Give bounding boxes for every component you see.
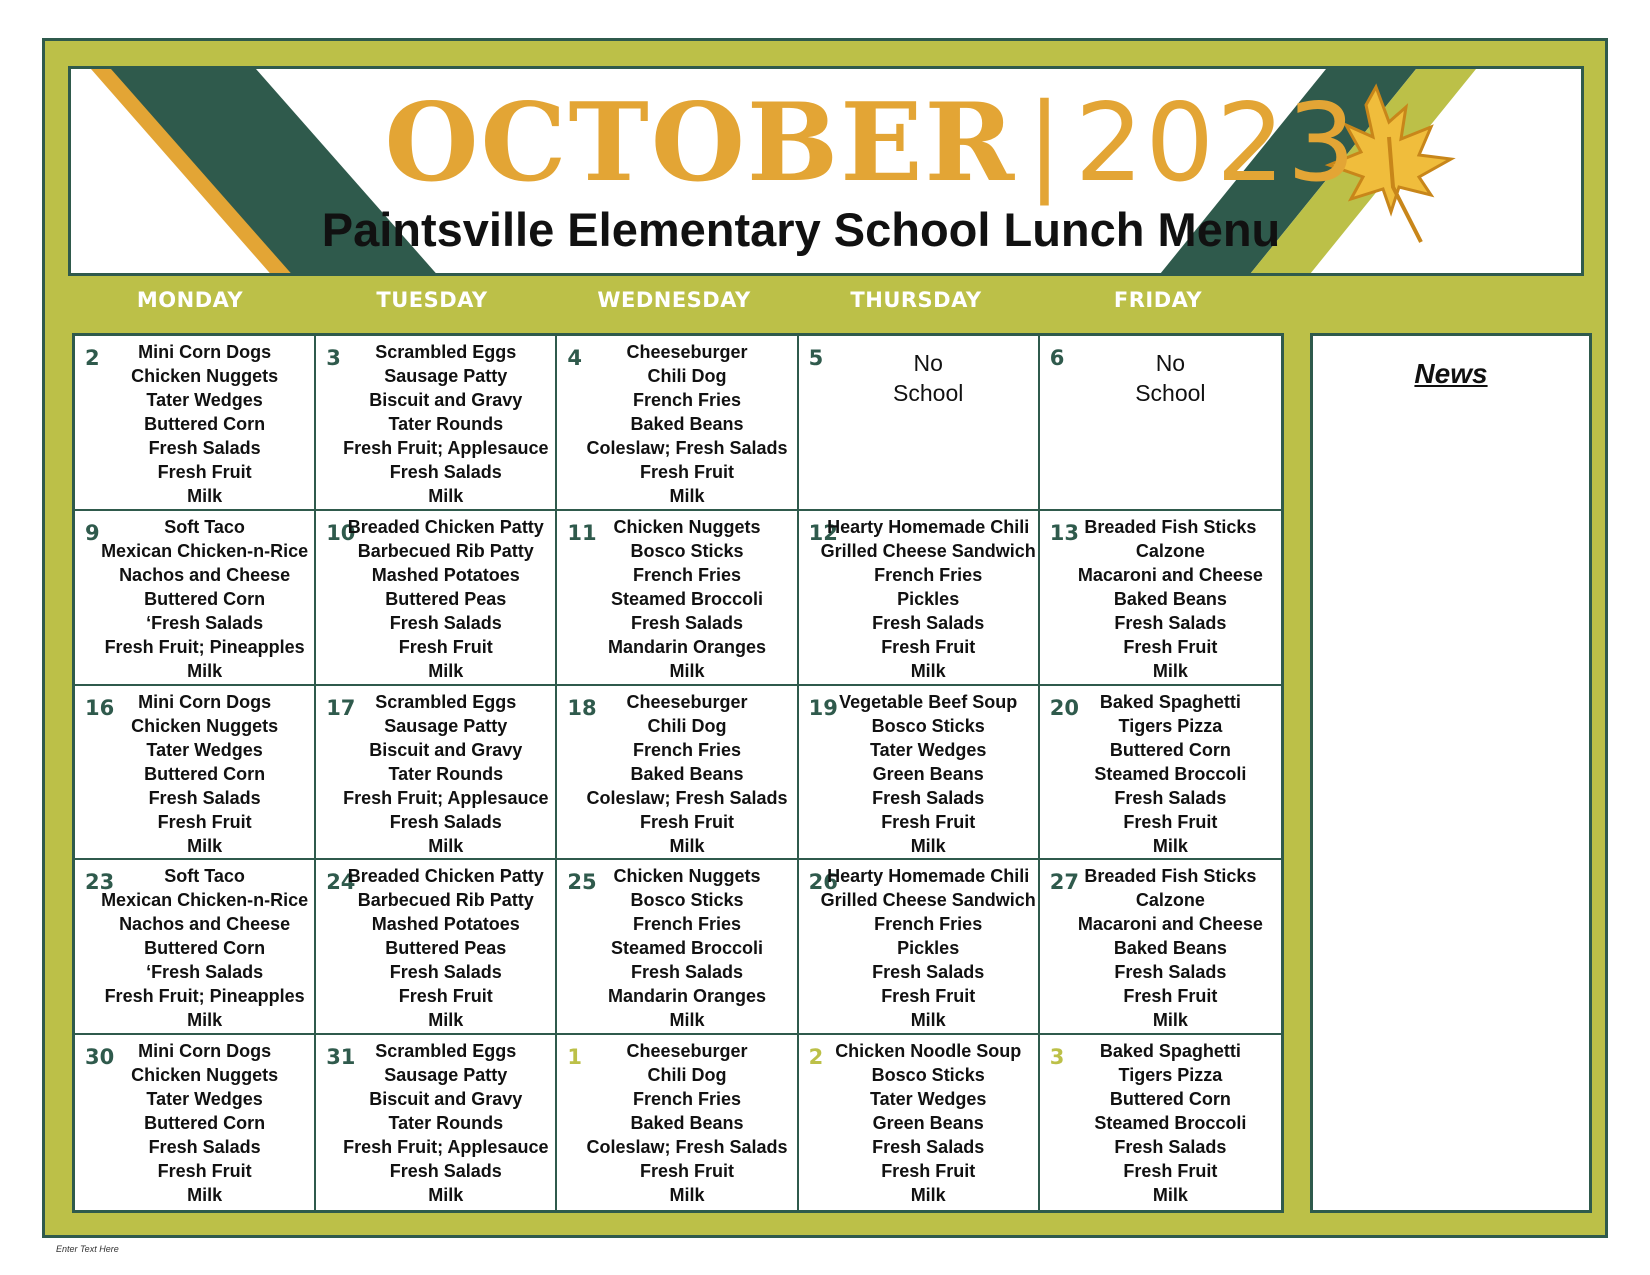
menu-items [577, 515, 796, 683]
menu-items [336, 864, 555, 1032]
calendar-day-cell [316, 1035, 557, 1210]
menu-item: Coleslaw; Fresh Salads [586, 438, 788, 458]
calendar-day-cell [75, 1035, 316, 1210]
day-number: 12 [808, 520, 838, 545]
menu-item: Buttered Peas [385, 588, 507, 609]
menu-item: Sausage Patty [384, 715, 508, 736]
menu-item: Bosco Sticks [871, 1065, 985, 1086]
day-header-wednesday: WEDNESDAY [597, 288, 751, 312]
menu-item: Barbecued Rib Patty [357, 890, 534, 911]
menu-item: Fresh Salads [1114, 787, 1227, 808]
menu-items [577, 1039, 796, 1207]
menu-item: Milk [669, 835, 705, 856]
menu-item: Baked Beans [1113, 938, 1227, 959]
no-school-text: No [1155, 350, 1186, 376]
day-header-monday: MONDAY [136, 288, 244, 312]
menu-item: Soft Taco [164, 866, 245, 887]
calendar-day-cell [75, 336, 316, 511]
day-number: 13 [1049, 520, 1080, 545]
menu-item: Pickles [897, 938, 960, 959]
menu-items [819, 515, 1038, 683]
menu-item: Barbecued Rib Patty [357, 540, 534, 561]
menu-item: Milk [1152, 835, 1188, 856]
menu-item: Scrambled Eggs [375, 691, 517, 712]
menu-item: Buttered Corn [144, 938, 266, 959]
day-number: 18 [567, 695, 597, 720]
menu-items [1060, 348, 1281, 408]
month-label: OCTOBER [384, 80, 1017, 206]
header-banner [68, 66, 1584, 276]
menu-item: Fresh Salads [630, 962, 744, 983]
menu-item: Mini Corn Dogs [138, 1041, 272, 1062]
menu-item: Milk [669, 486, 705, 506]
day-number: 31 [326, 1045, 356, 1070]
menu-item: Bosco Sticks [630, 890, 744, 911]
menu-item: French Fries [632, 1089, 742, 1110]
menu-item: Fresh Salads [148, 787, 261, 808]
menu-item: Breaded Fish Sticks [1084, 866, 1257, 887]
menu-item: Coleslaw; Fresh Salads [586, 1137, 788, 1158]
menu-item: Tater Rounds [388, 1113, 504, 1134]
day-number: 2 [808, 1045, 824, 1070]
menu-item: Calzone [1135, 890, 1205, 911]
footnote: Enter Text Here [56, 1244, 119, 1254]
calendar-day-cell [799, 1035, 1040, 1210]
day-number: 5 [808, 346, 824, 370]
menu-item: ‘Fresh Salads [146, 612, 264, 633]
menu-item: Fresh Fruit [1123, 636, 1218, 657]
menu-item: Fresh Fruit [881, 1161, 976, 1182]
menu-item: Breaded Fish Sticks [1084, 516, 1257, 537]
menu-item: Macaroni and Cheese [1077, 914, 1263, 935]
calendar-day-cell [557, 511, 798, 686]
menu-item: Fresh Fruit [881, 636, 976, 657]
menu-items [577, 340, 796, 508]
day-number: 3 [1049, 1045, 1065, 1070]
calendar-day-cell [316, 336, 557, 511]
day-header-tuesday: TUESDAY [376, 288, 488, 312]
day-number: 20 [1049, 695, 1080, 720]
menu-item: Tigers Pizza [1118, 1065, 1223, 1086]
menu-items [95, 690, 314, 858]
menu-item: Fresh Salads [872, 1137, 985, 1158]
calendar-day-cell [799, 336, 1040, 511]
menu-item: Fresh Fruit [157, 462, 252, 482]
menu-item: Fresh Salads [389, 612, 502, 633]
calendar-day-cell [799, 860, 1040, 1035]
menu-item: Fresh Fruit [157, 1161, 252, 1182]
menu-items [95, 340, 314, 508]
menu-item: Biscuit and Gravy [369, 1089, 523, 1110]
menu-item: Baked Beans [630, 763, 744, 784]
day-header-thursday: THURSDAY [850, 288, 982, 312]
day-number: 3 [326, 346, 341, 370]
menu-item: Fresh Salads [872, 787, 985, 808]
menu-items [1060, 690, 1281, 858]
menu-item: Fresh Salads [148, 1137, 261, 1158]
menu-item: Bosco Sticks [871, 715, 985, 736]
menu-item: Fresh Salads [1114, 612, 1227, 633]
menu-item: Fresh Salads [1114, 962, 1227, 983]
menu-item: Tater Wedges [146, 739, 263, 760]
menu-item: Milk [669, 660, 705, 681]
menu-item: Fresh Fruit [1123, 986, 1218, 1007]
menu-item: French Fries [632, 739, 742, 760]
menu-item: Steamed Broccoli [1094, 763, 1247, 784]
menu-item: Mexican Chicken-n-Rice [101, 540, 309, 561]
menu-item: Fresh Salads [148, 438, 261, 458]
menu-item: Fresh Salads [389, 962, 502, 983]
no-school-text: No [913, 350, 943, 376]
menu-item: French Fries [632, 564, 742, 585]
menu-items [1060, 1039, 1281, 1207]
calendar-day-cell [557, 860, 798, 1035]
menu-item: Biscuit and Gravy [369, 739, 523, 760]
menu-item: Sausage Patty [384, 1065, 508, 1086]
menu-item: Fresh Fruit [639, 462, 734, 482]
menu-item: Tigers Pizza [1118, 715, 1223, 736]
menu-items [1060, 864, 1281, 1032]
menu-item: Fresh Salads [872, 962, 985, 983]
menu-item: Steamed Broccoli [610, 938, 764, 959]
menu-item: Fresh Fruit [639, 1161, 734, 1182]
menu-item: Chicken Nuggets [613, 866, 761, 887]
day-number: 17 [326, 695, 356, 720]
news-panel [1310, 333, 1592, 1213]
menu-item: Scrambled Eggs [375, 1041, 517, 1062]
menu-item: Fresh Salads [872, 612, 985, 633]
calendar-day-cell [557, 686, 798, 861]
menu-items [819, 864, 1038, 1032]
menu-items [336, 340, 555, 508]
day-number: 19 [808, 695, 838, 720]
menu-item: Milk [910, 835, 946, 856]
menu-item: Fresh Fruit [1123, 1161, 1218, 1182]
day-number: 27 [1049, 870, 1080, 895]
day-number: 23 [85, 870, 115, 895]
calendar-day-cell [1040, 686, 1281, 861]
menu-item: Chili Dog [647, 1065, 727, 1086]
menu-item: Milk [1152, 660, 1188, 681]
menu-item: Mashed Potatoes [371, 914, 520, 935]
menu-item: French Fries [874, 914, 983, 935]
menu-items [819, 1039, 1038, 1207]
menu-item: Buttered Corn [144, 1113, 266, 1134]
menu-item: Buttered Corn [144, 414, 266, 434]
menu-item: Nachos and Cheese [119, 914, 291, 935]
menu-item: Nachos and Cheese [119, 564, 291, 585]
menu-item: Fresh Salads [1114, 1137, 1227, 1158]
menu-items [95, 515, 314, 683]
menu-item: Baked Beans [630, 1113, 744, 1134]
menu-items [336, 690, 555, 858]
menu-item: Fresh Fruit [881, 811, 976, 832]
menu-item: ‘Fresh Salads [146, 962, 264, 983]
day-number: 25 [567, 870, 597, 895]
menu-items [819, 690, 1038, 858]
menu-item: Hearty Homemade Chili [827, 516, 1030, 537]
menu-item: Fresh Fruit; Pineapples [104, 986, 305, 1007]
menu-item: Milk [1152, 1185, 1188, 1206]
calendar-day-cell [557, 336, 798, 511]
menu-item: Fresh Fruit [398, 986, 493, 1007]
day-number: 11 [567, 520, 597, 545]
menu-item: French Fries [632, 390, 742, 410]
calendar-day-cell [75, 686, 316, 861]
menu-item: Milk [428, 1185, 464, 1206]
menu-item: Fresh Salads [630, 612, 744, 633]
menu-item: Fresh Fruit [639, 811, 734, 832]
menu-item: Milk [428, 660, 464, 681]
menu-item: Baked Spaghetti [1099, 1041, 1241, 1062]
menu-item: Tater Wedges [146, 390, 263, 410]
menu-item: Tater Wedges [146, 1089, 263, 1110]
menu-item: French Fries [874, 564, 983, 585]
menu-item: Buttered Corn [1109, 739, 1231, 760]
calendar-day-cell [1040, 511, 1281, 686]
menu-items [95, 1039, 314, 1207]
menu-item: Coleslaw; Fresh Salads [586, 787, 788, 808]
menu-item: Milk [187, 1010, 223, 1031]
menu-item: Pickles [897, 588, 960, 609]
day-number: 1 [567, 1045, 583, 1070]
menu-item: Fresh Fruit; Applesauce [343, 787, 549, 808]
menu-item: Scrambled Eggs [375, 342, 517, 362]
day-number: 6 [1049, 346, 1065, 370]
month-year-title: OCTOBER|2023 [384, 80, 1358, 206]
menu-item: Cheeseburger [626, 342, 748, 362]
menu-item: Buttered Corn [1109, 1089, 1231, 1110]
menu-item: Fresh Fruit; Pineapples [104, 636, 305, 657]
menu-item: Tater Rounds [388, 763, 504, 784]
calendar-day-cell [1040, 336, 1281, 511]
menu-items [95, 864, 314, 1032]
menu-items [577, 864, 796, 1032]
calendar-day-cell [316, 511, 557, 686]
calendar-day-cell [316, 860, 557, 1035]
menu-item: Sausage Patty [384, 366, 508, 386]
menu-item: Chicken Nuggets [131, 366, 279, 386]
day-number: 26 [808, 870, 838, 895]
menu-subtitle: Paintsville Elementary School Lunch Menu [321, 203, 1281, 256]
calendar-day-cell [557, 1035, 798, 1210]
menu-items [577, 690, 796, 858]
menu-item: Hearty Homemade Chili [827, 866, 1030, 887]
menu-calendar-grid [72, 333, 1284, 1213]
menu-item: Fresh Fruit [157, 811, 252, 832]
menu-item: Milk [910, 660, 946, 681]
menu-item: Milk [187, 486, 223, 506]
day-header-friday: FRIDAY [1113, 288, 1203, 312]
menu-item: Buttered Peas [385, 938, 507, 959]
menu-item: Bosco Sticks [630, 540, 744, 561]
menu-item: Green Beans [872, 1113, 984, 1134]
menu-item: Mexican Chicken-n-Rice [101, 890, 309, 911]
calendar-day-cell [75, 860, 316, 1035]
menu-item: Milk [1152, 1010, 1188, 1031]
menu-item: Chili Dog [647, 366, 727, 386]
menu-items [819, 348, 1038, 408]
menu-item: Baked Spaghetti [1099, 691, 1241, 712]
calendar-day-cell [1040, 860, 1281, 1035]
menu-item: Chili Dog [647, 715, 727, 736]
menu-item: Breaded Chicken Patty [347, 866, 544, 887]
no-school-text: School [1135, 380, 1206, 406]
menu-item: Vegetable Beef Soup [839, 691, 1018, 712]
menu-item: Grilled Cheese Sandwich [820, 540, 1036, 561]
menu-item: Mandarin Oranges [607, 986, 767, 1007]
menu-item: French Fries [632, 914, 742, 935]
menu-item: Chicken Nuggets [131, 715, 279, 736]
menu-item: Macaroni and Cheese [1077, 564, 1263, 585]
day-number: 9 [85, 520, 100, 545]
calendar-day-cell [799, 686, 1040, 861]
menu-item: Milk [187, 660, 223, 681]
menu-item: Milk [187, 835, 223, 856]
no-school-text: School [893, 380, 964, 406]
calendar-day-cell [799, 511, 1040, 686]
menu-item: Baked Beans [1113, 588, 1227, 609]
menu-item: Fresh Salads [389, 811, 502, 832]
menu-item: Milk [428, 1010, 464, 1031]
menu-item: Milk [669, 1185, 705, 1206]
menu-item: Milk [669, 1010, 705, 1031]
menu-item: Fresh Salads [389, 462, 502, 482]
menu-item: Calzone [1135, 540, 1205, 561]
day-number: 2 [85, 346, 100, 370]
menu-item: Chicken Nuggets [131, 1065, 279, 1086]
menu-items [1060, 515, 1281, 683]
menu-item: Mini Corn Dogs [138, 691, 272, 712]
menu-item: Buttered Corn [144, 588, 266, 609]
calendar-day-cell [75, 511, 316, 686]
day-number: 4 [567, 346, 583, 370]
menu-item: Milk [428, 486, 464, 506]
menu-item: Grilled Cheese Sandwich [820, 890, 1036, 911]
menu-item: Milk [910, 1010, 946, 1031]
menu-item: Tater Wedges [870, 739, 987, 760]
day-number: 24 [326, 870, 356, 895]
menu-item: Mini Corn Dogs [138, 342, 272, 362]
day-number: 16 [85, 695, 115, 720]
menu-item: Baked Beans [630, 414, 744, 434]
menu-item: Chicken Noodle Soup [835, 1041, 1022, 1062]
menu-item: Steamed Broccoli [610, 588, 764, 609]
menu-item: Breaded Chicken Patty [347, 516, 544, 537]
menu-item: Milk [910, 1185, 946, 1206]
calendar-day-cell [316, 686, 557, 861]
menu-item: Mandarin Oranges [607, 636, 767, 657]
calendar-day-cell [1040, 1035, 1281, 1210]
menu-items [336, 515, 555, 683]
year-label: 2023 [1074, 81, 1358, 206]
menu-item: Soft Taco [164, 516, 245, 537]
menu-item: Green Beans [872, 763, 984, 784]
menu-item: Fresh Fruit [881, 986, 976, 1007]
menu-item: Fresh Fruit; Applesauce [343, 438, 549, 458]
menu-item: Fresh Fruit [398, 636, 493, 657]
menu-item: Steamed Broccoli [1094, 1113, 1247, 1134]
menu-item: Fresh Fruit [1123, 811, 1218, 832]
menu-item: Fresh Fruit; Applesauce [343, 1137, 549, 1158]
day-number: 10 [326, 520, 356, 545]
day-number: 30 [85, 1045, 115, 1070]
menu-item: Tater Rounds [388, 414, 504, 434]
menu-item: Milk [428, 835, 464, 856]
menu-item: Biscuit and Gravy [369, 390, 523, 410]
menu-item: Cheeseburger [626, 691, 748, 712]
menu-item: Tater Wedges [870, 1089, 987, 1110]
menu-item: Milk [187, 1185, 223, 1206]
menu-items [336, 1039, 555, 1207]
menu-item: Mashed Potatoes [371, 564, 520, 585]
menu-item: Cheeseburger [626, 1041, 748, 1062]
news-title: News [1414, 358, 1488, 389]
menu-item: Buttered Corn [144, 763, 266, 784]
menu-item: Fresh Salads [389, 1161, 502, 1182]
menu-item: Chicken Nuggets [613, 516, 761, 537]
